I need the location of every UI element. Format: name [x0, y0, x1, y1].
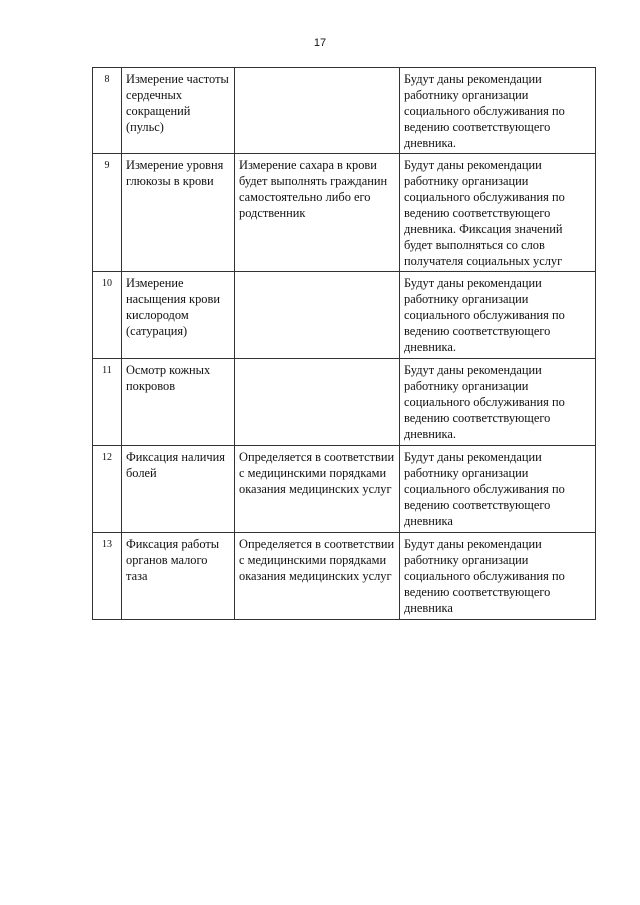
procedure-cell: Фиксация наличия болей [122, 446, 235, 533]
note-cell [235, 272, 400, 359]
procedure-cell: Измерение частоты сердечных сокращений (пульс) [122, 68, 235, 154]
table-row [93, 446, 596, 533]
procedure-cell: Фиксация работы органов малого таза [122, 533, 235, 620]
note-cell: Измерение сахара в крови будет выполнять гражданин самостоятельно либо его родственник [235, 154, 400, 272]
services-table [92, 67, 596, 620]
table-row [93, 359, 596, 446]
row-number: 11 [93, 359, 122, 446]
table-row [93, 272, 596, 359]
recommendation-cell: Будут даны рекомендации работнику организации социального обслуживания по ведению соответствующего дневника. [400, 68, 596, 154]
procedure-cell: Осмотр кожных покровов [122, 359, 235, 446]
table-row [93, 533, 596, 620]
row-number: 8 [93, 68, 122, 154]
table-row [93, 154, 596, 272]
page-number: 17 [313, 37, 327, 49]
recommendation-cell: Будут даны рекомендации работнику организации социального обслуживания по ведению соответствующего дневника [400, 533, 596, 620]
recommendation-cell: Будут даны рекомендации работнику организации социального обслуживания по ведению соответствующего дневника. Фиксация значений будет выполняться со слов получателя социальных услуг [400, 154, 596, 272]
row-number: 9 [93, 154, 122, 272]
row-number: 10 [93, 272, 122, 359]
note-cell [235, 68, 400, 154]
row-number: 12 [93, 446, 122, 533]
recommendation-cell: Будут даны рекомендации работнику организации социального обслуживания по ведению соответствующего дневника. [400, 359, 596, 446]
procedure-cell: Измерение насыщения крови кислородом (сатурация) [122, 272, 235, 359]
note-cell [235, 359, 400, 446]
table-row [93, 68, 596, 154]
recommendation-cell: Будут даны рекомендации работнику организации социального обслуживания по ведению соответствующего дневника [400, 446, 596, 533]
note-cell: Определяется в соответствии с медицинскими порядками оказания медицинских услуг [235, 446, 400, 533]
procedure-cell: Измерение уровня глюкозы в крови [122, 154, 235, 272]
note-cell: Определяется в соответствии с медицинскими порядками оказания медицинских услуг [235, 533, 400, 620]
recommendation-cell: Будут даны рекомендации работнику организации социального обслуживания по ведению соответствующего дневника. [400, 272, 596, 359]
row-number: 13 [93, 533, 122, 620]
